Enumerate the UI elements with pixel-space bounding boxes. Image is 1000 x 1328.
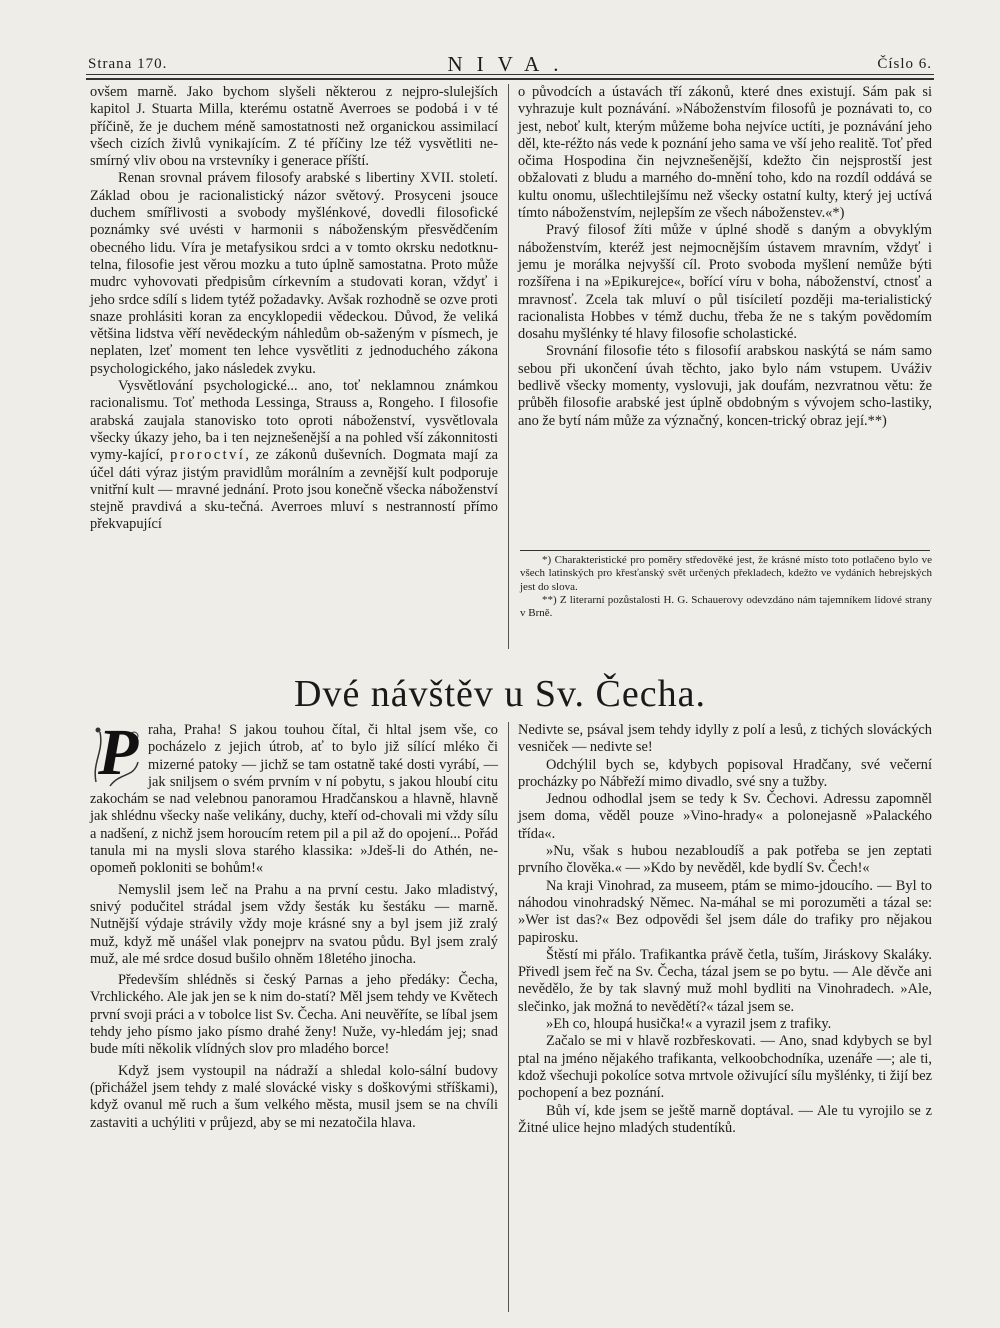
footnotes [520, 554, 932, 620]
footnote: *) Charakteristické pro poměry středověké jest, že krásné místo toto potlačeno bylo ve všech latinských pro křesťanský svět určených překladech, kdežto ve vydáních hebrejských jest do slova. [520, 554, 932, 593]
paragraph: Začalo se mi v hlavě rozbřeskovati. — Ano, snad kdybych se byl ptal na jméno nějakého trafikanta, velkoobchodníka, uzenáře —; ale ti, kdož všechuji pokolíce sotva mrtvole oživující sílu myšlénky, ti žijí bez pochopení a bez poznání. [518, 1033, 932, 1102]
column-divider [508, 722, 509, 1312]
paragraph-text: Vysvětlování psychologické... ano, toť neklamnou známkou racionalismu. Toť methoda Lessinga, Strauss a, Rongeho. I filosofie arabská zaujala stanovisko toto oproti náboženství, vysvětlovala všecky úkazy jeho, ba i ten nejznešenější a na pohled vší zákonnitosti vymy-kající, [90, 378, 498, 464]
column-right-bottom [518, 722, 932, 1137]
journal-title: NIVA. [447, 52, 573, 76]
paragraph: Renan srovnal právem filosofy arabské s libertiny XVII. století. Základ obou je racionalistický názor světový. Prosyceni jsouce duchem smířlivosti a svobody myšlénkové, dovedli filosofické poznámky své uvésti v harmonii s náboženským přesvědčením obecného lidu. Víra je metafysikou srdci a v tomto okrsku nedotknu-telna, filosofie jest věrou mozku a tuto úplně samostatna. Proto může mudrc vyhovovati předpisům církevním a studovati koran, vždyť i jeho srdce sdílí s lidem tytéž požadavky. Avšak rozhodně se ozve proti snaze prohlásiti koran za encyklopedii vědeckou. Důvod, že veliká většina lidstva věří nevědeckým náhledům ob-saženým v písmech, je neplaten, lzeť moment ten lehce vysvětliti z jednoduchého zákona psychologického, jako následek zvyku. [90, 170, 498, 377]
paragraph: Jednou odhodlal jsem se tedy k Sv. Čechovi. Adressu zapomněl jsem doma, věděl pouze »Vino-hrady« a polonejasně »Palackého třída«. [518, 791, 932, 842]
dropcap [90, 716, 142, 790]
paragraph: Nemyslil jsem leč na Prahu a na první cestu. Jako mladistvý, snivý podučitel strádal jsem vždy šesták ku šestáku — marně. Nutnější výdaje strávily vždy moje krásné sny a byl jsem již zralý muž, když mě unášel vlak ponejprv na svatou půdu. Byl jsem zralý muž, ale mé srdce dosud bušilo ohněm 18letého jinocha. [90, 881, 498, 967]
footnote-rule [520, 550, 930, 551]
paragraph: Pravý filosof žíti může v úplné shodě s daným a obvyklým náboženstvím, kteréž jest nejmocnějším ústavem mravním, vždyť i jemu je morálka nejvyšší cíl. Proto svoboda myšlení nemůže býti rozšířena i na »Epikurejce«, bořící víru v boha, náboženství, ctnosť a mravnosť. Zcela tak mluví o půl tisíciletí později ma-terialistický racionalista Hobbes v témž duchu, třeba že ne s takým povědomím dosahu myšlénky té hlavy filosofie scholastické. [518, 222, 932, 343]
paragraph: Když jsem vystoupil na nádraží a shledal kolo-sální budovy (přichážel jsem tehdy z malé slovácké visky s doškovými stříškami), když ovanul mě ruch a šum velkého města, musil jsem se na chvíli zastaviti a uchýliti v průjezd, aby se mi nezatočila hlava. [90, 1062, 498, 1131]
paragraph: Štěstí mi přálo. Trafikantka právě četla, tuším, Jiráskovy Skaláky. Přivedl jsem řeč na Sv. Čecha, tázal jsem se po bytu. — Ale děvče ani nevědělo, že by tak slavný muž mohl bydliti na Vinohradech. »Ale, slečinko, jak možná to nevědětí?« tázal jsem se. [518, 946, 932, 1015]
column-right-top [518, 84, 932, 430]
paragraph: Odchýlil bych se, kdybych popisoval Hradčany, své večerní procházky po Nábřeží mimo divadlo, své sny a tužby. [518, 756, 932, 790]
paragraph [90, 716, 498, 878]
emphasized-word: proroctví [170, 447, 246, 464]
header-rule-thick [86, 78, 934, 80]
page-number: Strana 170. [88, 56, 168, 72]
article-title: Dvé návštěv u Sv. Čecha. [294, 673, 706, 715]
paragraph: »Nu, však s hubou nezabloudíš a pak potřeba se jen zeptati prvního člověka.« — »Kdo by nevěděl, kde bydlí Sv. Čech!« [518, 843, 932, 877]
paragraph: Bůh ví, kde jsem se ještě marně doptával. — Ale tu vyrojilo se z Žitné ulice hejno mladých studentíků. [518, 1102, 932, 1136]
paragraph-text: raha, Praha! S jakou touhou čítal, či hltal jsem vše, co pocházelo z jejich útrob, ať to bylo již sílící mléko či mizerné patoky — jichž se tam ostatně také dosti vyrábí, — jak sniljsem o svém prvním v ní pobytu, s jakou hloubí citu zakochám se nad velebnou panoramou Hradčanskou a hlavně, hlavně jak shlédnu všecky naše velikány, duchy, kteří od-chovali mi vždy sílu a nadšení, z nichž jsem horoucím retem pil a pil až do opojení... Pořád tanula mi na mysli slova starého klassika: »Jdeš-li do Athén, ne-opomeň pokloniti se bohům!« [90, 722, 498, 877]
paragraph: Srovnání filosofie této s filosofií arabskou naskýtá se nám samo sebou při ukončení úvah těchto, jako bylo nám vstupem. Uváživ bedlivě všecky momenty, vyslovuji, jak doufám, nezvratnou větu: že průběh filosofie arabské jest úplně obdobným s vývojem scho-lastiky, ano že bytí nám může za význačný, koncen-trický obraz její.**) [518, 343, 932, 429]
header-rule [86, 74, 934, 75]
paragraph-text: , ze zákonů duševních. Dogmata mají za účel dáti výraz jistým pravidlům morálním a zevnější kult podporuje vnitřní kult — mravné jednání. Proto jsou konečně všecka náboženství stejně pravdivá a sku-tečná. Averroes mluví s nestranností přímo překvapující [90, 447, 499, 533]
paragraph: Na kraji Vinohrad, za museem, ptám se mimo-jdoucího. — Byl to náhodou vinohradský Němec. Na-máhal se mi porozuměti a tázal se: »Wer ist das?« Bez odpovědi šel jsem dále do trafiky pro nějakou papirosku. [518, 877, 932, 946]
paragraph: Nedivte se, psával jsem tehdy idylly z polí a lesů, z tichých slováckých vesniček — nedivte se! [518, 722, 932, 756]
column-left-bottom [90, 716, 498, 1132]
footnote: **) Z literarní pozůstalosti H. G. Schauerovy odevzdáno nám tajemníkem lidové strany v Brně. [520, 593, 932, 620]
paragraph [90, 378, 498, 534]
paragraph: ovšem marně. Jako bychom slyšeli některou z nejpro-slulejších kapitol J. Stuarta Milla, kterému ostatně Averroes se podobá i v té příčině, že je duchem méně samostatnosti než organickou assimilací všech cizích živlů vynikajícím. Z té příčiny lze též vysvětliti ne-smírný vliv obou na vrstevníky i generace příští. [90, 84, 498, 170]
issue-number: Číslo 6. [877, 56, 932, 72]
paragraph: »Eh co, hloupá husička!« a vyrazil jsem z trafiky. [546, 1016, 832, 1033]
column-left-top [90, 84, 498, 534]
paragraph: Především shlédněs si český Parnas a jeho předáky: Čecha, Vrchlického. Ale jak jen se k nim do-statí? Měl jsem tehdy ve Květech první svoji práci a v tobolce list Sv. Čecha. Ani neuvěříte, se líbal jsem tehdy jeho písmo jako písmo drahé ženy! Nuže, vy-hledám jej; snad bude míti několik vlídných slov pro mladého borce! [90, 972, 498, 1058]
paragraph: o původcích a ústavách tří zákonů, které dnes existují. Sám pak si vyhrazuje kult poznávání. »Náboženstvím filosofů je poznávati to, co jest, neboť kult, kterým můžeme boha nejvíce uctíti, je poznávání jeho děl, kte-réžto nás vede k poznání jeho sama ve vší jeho realitě. Toť před očima Hospodina čin nejvznešenější, kdežto čin nejsprostší jest obžalovati z bludu a marného do-mnění toho, kdo na rozdíl oddává se kultu onomu, ušlechtilejšímu než všecky ostatní kulty, který jej uctívá tímto náboženstvím, nejlepším ze všech náboženstev.«*) [518, 84, 932, 222]
column-divider [508, 84, 509, 649]
dropcap-letter: P [98, 716, 139, 789]
